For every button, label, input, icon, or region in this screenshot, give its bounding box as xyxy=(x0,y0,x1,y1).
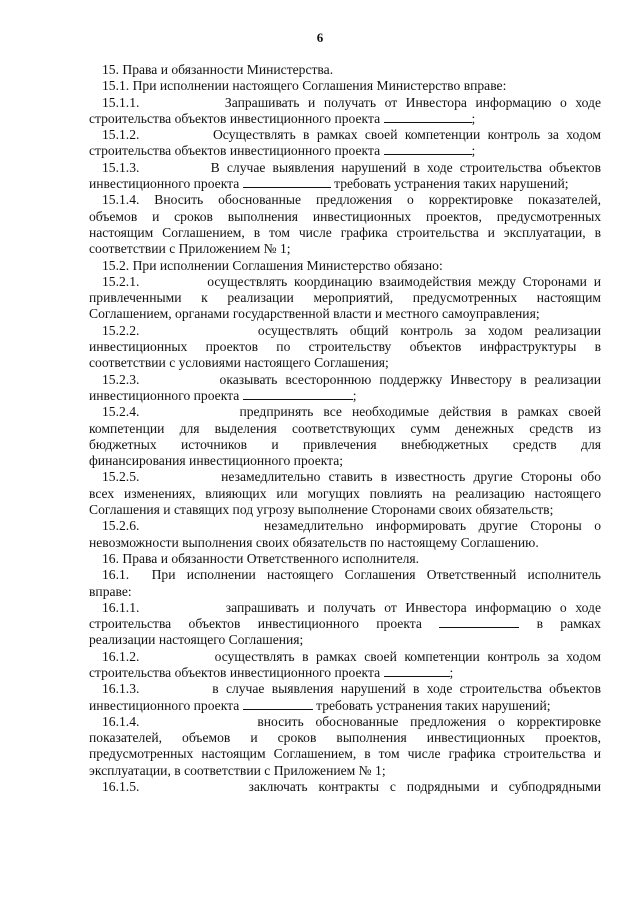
line-text: 16.1.3. в случае выявления нарушений в ходе строительства объектов xyxy=(102,681,601,697)
text-line xyxy=(89,62,601,78)
line-text: 15.2.3. оказывать всестороннюю поддержку Инвестору в реализации xyxy=(102,371,601,387)
fill-in-blank xyxy=(243,698,313,710)
line-text: 15.1.3. В случае выявления нарушений в ходе строительства объектов xyxy=(102,159,601,175)
text-line xyxy=(89,551,601,567)
text-line xyxy=(89,323,601,339)
text-line xyxy=(89,698,601,714)
text-line xyxy=(89,502,601,518)
text-line xyxy=(89,779,601,795)
text-line xyxy=(89,632,601,648)
line-text: соответствии с условиями настоящего Соглашения; xyxy=(89,355,389,371)
text-line xyxy=(89,714,601,730)
line-text: реализации настоящего Соглашения; xyxy=(89,632,304,648)
line-text: 16.1.4. вносить обоснованные предложения о корректировке xyxy=(102,713,601,729)
line-text: всех изменениях, влияющих или могущих повлиять на реализацию настоящего xyxy=(89,485,601,501)
line-text: компетенции для выделения соответствующих сумм денежных средств из xyxy=(89,420,601,436)
line-text: 16.1.5. заключать контракты с подрядными и субподрядными xyxy=(102,779,601,795)
text-line xyxy=(89,649,601,665)
text-line xyxy=(89,372,601,388)
text-line xyxy=(89,388,601,404)
text-line xyxy=(89,681,601,697)
text-line xyxy=(89,160,601,176)
line-text: соответствии с Приложением № 1; xyxy=(89,241,291,257)
text-line xyxy=(89,111,601,127)
line-text: инвестиционных проектов по строительству объектов инфраструктуры в xyxy=(89,339,601,355)
text-line xyxy=(89,730,601,746)
text-line xyxy=(89,437,601,453)
line-text: бюджетных источников и привлечения внебюджетных средств для xyxy=(89,436,601,452)
fill-in-blank xyxy=(439,616,519,628)
line-text: привлеченными к реализации мероприятий, предусмотренных настоящим xyxy=(89,290,601,306)
line-text: Соглашения и ставящих под угрозу выполнение Сторонами своих обязательств; xyxy=(89,502,554,518)
line-text: 15.2.4. предпринять все необходимые действия в рамках своей xyxy=(102,404,601,420)
text-line xyxy=(89,665,601,681)
line-text-after-blank: ; xyxy=(471,110,476,126)
text-line xyxy=(89,453,601,469)
text-line xyxy=(89,209,601,225)
fill-in-blank xyxy=(243,388,353,400)
line-text: 15. Права и обязанности Министерства. xyxy=(102,62,334,77)
fill-in-blank xyxy=(384,111,472,123)
line-text: 15.2.5. незамедлительно ставить в известность другие Стороны обо xyxy=(102,469,601,485)
text-line xyxy=(89,616,601,632)
text-line xyxy=(89,274,601,290)
line-text: 15.2. При исполнении Соглашения Министерство обязано: xyxy=(102,257,443,273)
line-text: вправе: xyxy=(89,583,132,599)
text-line xyxy=(89,584,601,600)
line-text: 15.1.2. Осуществлять в рамках своей компетенции контроль за ходом xyxy=(102,127,601,143)
text-line xyxy=(89,241,601,257)
line-text: финансирования инвестиционного проекта; xyxy=(89,453,344,469)
line-text: 16.1. При исполнении настоящего Соглашения Ответственный исполнитель xyxy=(102,567,601,583)
line-text-after-blank: ; xyxy=(449,664,454,680)
text-line xyxy=(89,355,601,371)
text-line xyxy=(89,763,601,779)
text-line xyxy=(89,567,601,583)
line-text: инвестиционного проекта xyxy=(89,176,240,192)
text-line xyxy=(89,127,601,143)
fill-in-blank xyxy=(243,176,331,188)
fill-in-blank xyxy=(384,665,450,677)
text-line xyxy=(89,290,601,306)
text-line xyxy=(89,486,601,502)
fill-in-blank xyxy=(384,143,472,155)
line-text-after-blank: ; xyxy=(352,387,357,403)
line-text: строительства объектов инвестиционного проекта xyxy=(89,616,422,632)
line-text: 16.1.2. осуществлять в рамках своей компетенции контроль за ходом xyxy=(102,648,601,664)
line-text: Соглашением, органами государственной власти и местного самоуправления; xyxy=(89,306,540,322)
line-text-after-blank: в рамках xyxy=(519,616,601,632)
line-text: 15.1.1. Запрашивать и получать от Инвестора информацию о ходе xyxy=(102,94,601,110)
line-text: строительства объектов инвестиционного проекта xyxy=(89,664,381,680)
line-text: показателей, объемов и сроков выполнения инвестиционных проектов, xyxy=(89,730,601,746)
document-body xyxy=(89,62,601,795)
line-text: предусмотренных настоящим Соглашением, в том числе графика строительства и xyxy=(89,746,601,762)
line-text: инвестиционного проекта xyxy=(89,387,240,403)
text-line xyxy=(89,518,601,534)
line-text: 15.1.4. Вносить обоснованные предложения о корректировке показателей, xyxy=(102,192,601,208)
text-line xyxy=(89,78,601,94)
line-text: невозможности выполнения своих обязательств по настоящему Соглашению. xyxy=(89,534,539,550)
line-text: 16.1.1. запрашивать и получать от Инвестора информацию о ходе xyxy=(102,599,601,615)
text-line xyxy=(89,143,601,159)
text-line xyxy=(89,258,601,274)
text-line xyxy=(89,404,601,420)
text-line xyxy=(89,225,601,241)
text-line xyxy=(89,339,601,355)
line-text: 15.2.6. незамедлительно информировать другие Стороны о xyxy=(102,518,601,534)
page-number: 6 xyxy=(316,30,324,45)
text-line xyxy=(89,535,601,551)
line-text: эксплуатации, в соответствии с Приложением № 1; xyxy=(89,762,386,778)
line-text: инвестиционного проекта xyxy=(89,697,240,713)
text-line xyxy=(89,192,601,208)
text-line xyxy=(89,95,601,111)
text-line xyxy=(89,306,601,322)
text-line xyxy=(89,600,601,616)
line-text-after-blank: ; xyxy=(471,143,476,159)
line-text: 15.2.1. осуществлять координацию взаимодействия между Сторонами и xyxy=(102,273,601,289)
line-text-after-blank: требовать устранения таких нарушений; xyxy=(312,697,551,713)
line-text: 15.1. При исполнении настоящего Соглашения Министерство вправе: xyxy=(102,78,507,94)
line-text-after-blank: требовать устранения таких нарушений; xyxy=(330,176,569,192)
text-line xyxy=(89,176,601,192)
line-text: 16. Права и обязанности Ответственного исполнителя. xyxy=(102,550,420,566)
line-text: строительства объектов инвестиционного проекта xyxy=(89,143,381,159)
line-text: объемов и сроков выполнения инвестиционных проектов, предусмотренных xyxy=(89,208,601,224)
line-text: строительства объектов инвестиционного проекта xyxy=(89,110,381,126)
line-text: 15.2.2. осуществлять общий контроль за ходом реализации xyxy=(102,322,601,338)
line-text: настоящим Соглашением, в том числе графика строительства и эксплуатации, в xyxy=(89,224,601,240)
text-line xyxy=(89,746,601,762)
text-line xyxy=(89,469,601,485)
text-line xyxy=(89,421,601,437)
